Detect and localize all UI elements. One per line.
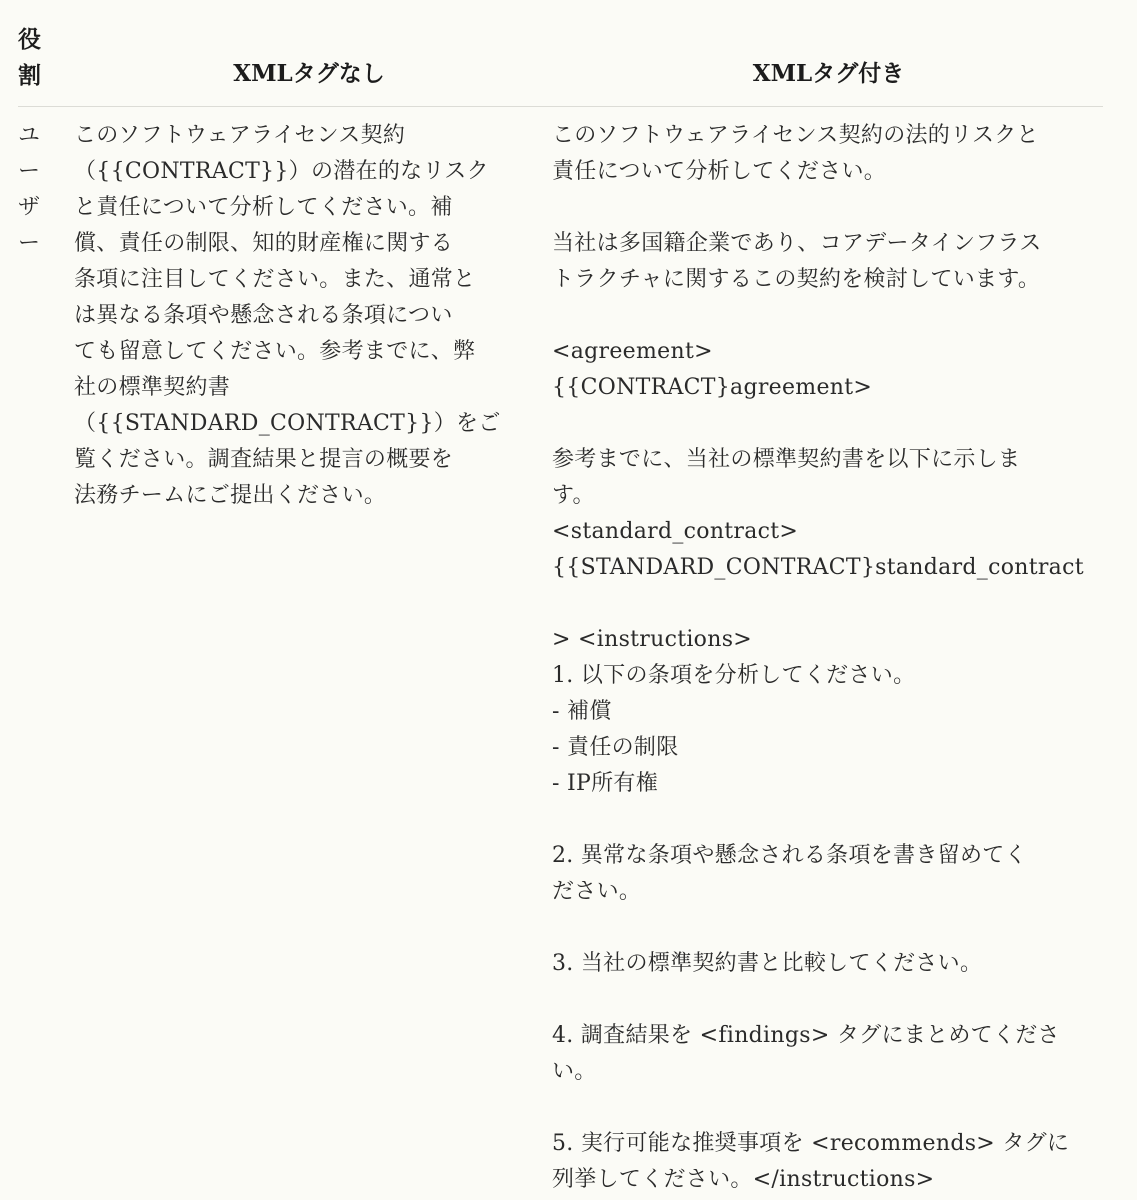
cell-role: ユ ー ザ ー (18, 123, 41, 256)
cell-with-xml: このソフトウェアライセンス契約の法的リスクと 責任について分析してください。 当社は多国籍企業であり、コアデータインフラス トラクチャに関するこの契約を検討しています。 <agreement> {{CONTRACT}agreement> 参考までに、当社の標準契約書を以下に示しま す。 <standard_contract> {{STANDARD_CONTRACT}standard_contract > <instructions> 1. 以下の条項を分析してください。 - 補償 - 責任の制限 - IP所有権 2. 異常な条項や懸念される条項を書き留めてく ださい。 3. 当社の標準契約書と比較してください。 4. 調査結果を <findings> タグにまとめてくださ い。 5. 実行可能な推奨事項を <recommends> タグに 列挙してください。</instructions> (552, 123, 1084, 1192)
header-without-xml: XMLタグなし (233, 60, 385, 87)
header-role: 役 割 (18, 26, 41, 89)
header-with-xml: XMLタグ付き (752, 60, 905, 87)
comparison-table (18, 0, 1103, 107)
cell-without-xml: このソフトウェアライセンス契約 （{{CONTRACT}}）の潜在的なリスク と責任について分析してください。補 償、責任の制限、知的財産権に関する 条項に注目してください。また、通常と は異なる条項や懸念される条項につい ても留意してください。参考までに、弊 社の標準契約書 （{{STANDARD_CONTRACT}}）をご 覧ください。調査結果と提言の概要を 法務チームにご提出ください。 (74, 123, 501, 508)
table-header-row (18, 0, 1103, 107)
